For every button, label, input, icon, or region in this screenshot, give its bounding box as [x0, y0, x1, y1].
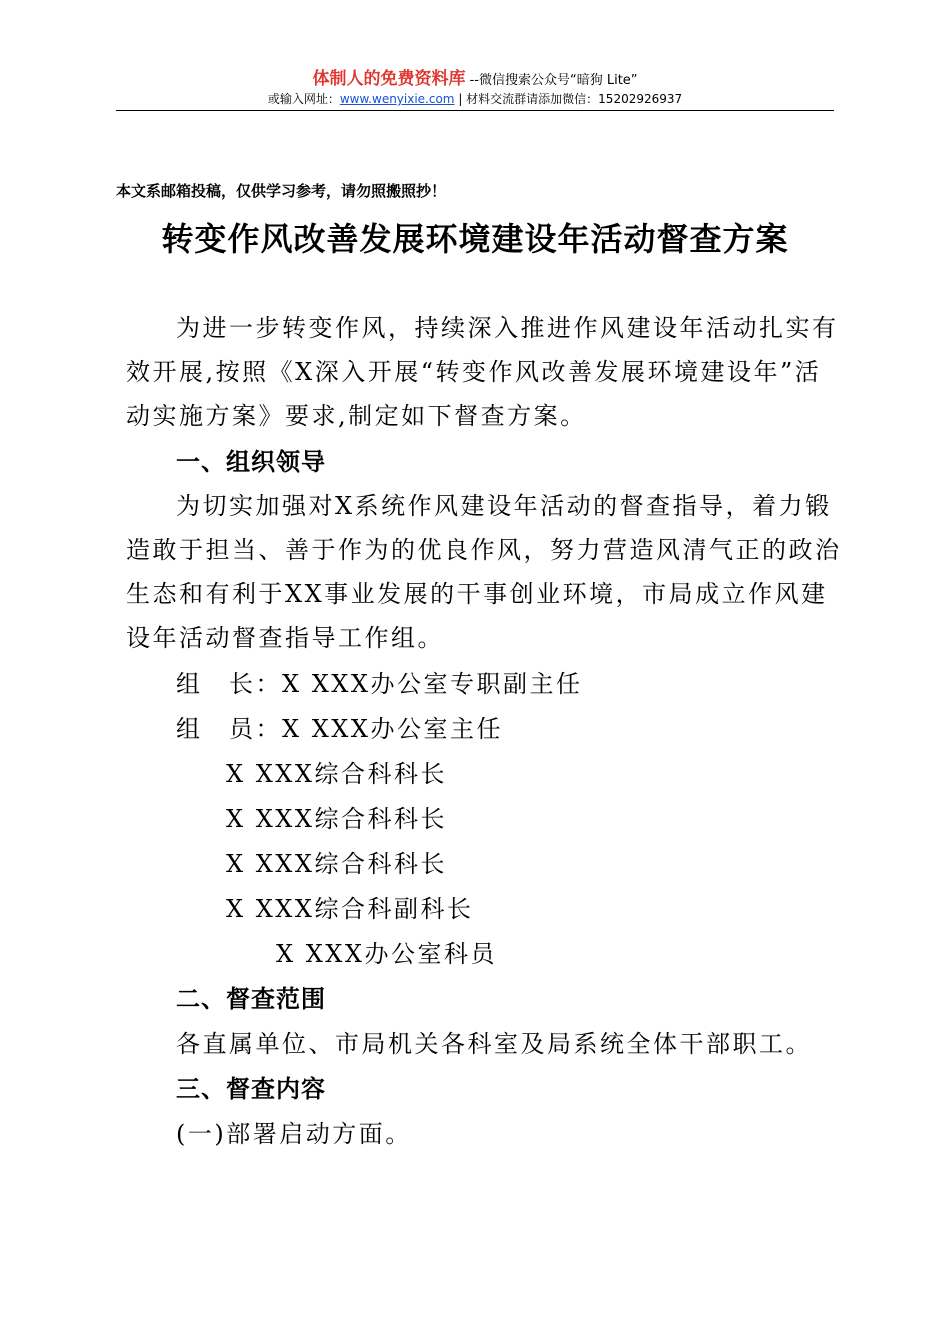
organization-line: 生态和有利于XX事业发展的干事创业环境，市局成立作风建 — [126, 580, 828, 608]
website-link[interactable]: www.wenyixie.com — [339, 92, 455, 106]
organization-line: 设年活动督查指导工作组。 — [126, 624, 444, 652]
submission-notice: 本文系邮箱投稿，仅供学习参考，请勿照搬照抄！ — [116, 182, 447, 200]
header-brand-line — [0, 70, 950, 90]
section-heading-scope: 二、督查范围 — [176, 985, 326, 1013]
intro-line: 效开展,按照《X深入开展“转变作风改善发展环境建设年”活 — [126, 358, 822, 386]
group-leader: 组 长：X XXX办公室专职副主任 — [176, 670, 583, 698]
organization-line: 为切实加强对X系统作风建设年活动的督查指导，着力锻 — [176, 492, 832, 520]
organization-line: 造敢于担当、善于作为的优良作风，努力营造风清气正的政治 — [126, 536, 842, 564]
content-subheading: (一)部署启动方面。 — [176, 1120, 412, 1148]
brand-name: 体制人的免费资料库 — [312, 69, 466, 89]
url-prefix: 或输入网址： — [267, 92, 340, 106]
brand-tagline: --微信搜索公众号“暗狗 Lite” — [469, 73, 638, 88]
contact-suffix: | 材料交流群请添加微信：15202926937 — [454, 92, 683, 106]
group-member: X XXX综合科科长 — [226, 805, 447, 833]
group-member: X XXX综合科科长 — [226, 760, 447, 788]
scope-text: 各直属单位、市局机关各科室及局系统全体干部职工。 — [176, 1030, 812, 1058]
intro-line: 动实施方案》要求,制定如下督查方案。 — [126, 402, 587, 430]
group-member: X XXX办公室科员 — [276, 940, 497, 968]
group-member: X XXX综合科副科长 — [226, 895, 474, 923]
intro-line: 为进一步转变作风，持续深入推进作风建设年活动扎实有 — [176, 314, 839, 342]
section-heading-content: 三、督查内容 — [176, 1075, 326, 1103]
document-title: 转变作风改善发展环境建设年活动督查方案 — [161, 220, 789, 258]
group-member: X XXX综合科科长 — [226, 850, 447, 878]
section-heading-organization: 一、组织领导 — [176, 448, 326, 476]
header-divider — [116, 110, 834, 111]
header-contact-line — [0, 91, 950, 107]
group-member: 组 员：X XXX办公室主任 — [176, 715, 503, 743]
